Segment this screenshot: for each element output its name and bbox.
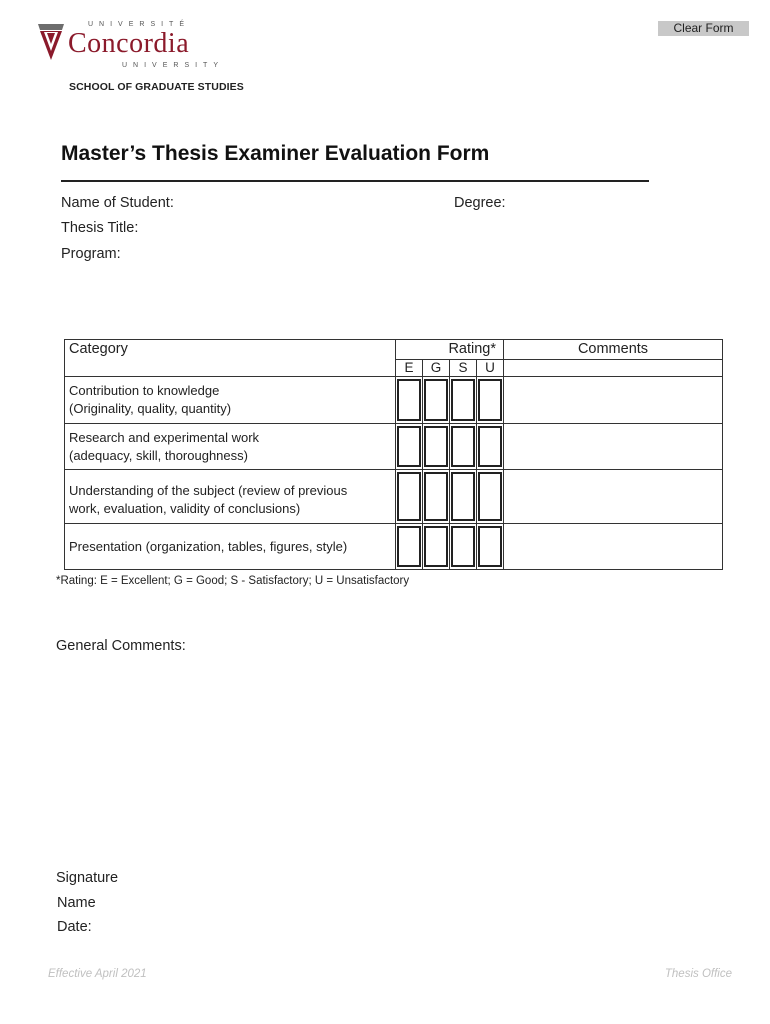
- rating-checkbox[interactable]: [424, 426, 448, 467]
- footer-effective-date: Effective April 2021: [48, 968, 147, 980]
- rating-checkbox[interactable]: [424, 379, 448, 421]
- rating-cell-s: [450, 377, 477, 424]
- category-line-2: work, evaluation, validity of conclusions): [69, 501, 301, 516]
- category-line-1: Research and experimental work: [69, 430, 260, 445]
- rating-checkbox[interactable]: [397, 426, 421, 467]
- table-row: [65, 424, 723, 470]
- rating-cell-e: [396, 524, 423, 570]
- footer-office: Thesis Office: [664, 968, 732, 980]
- rating-checkbox[interactable]: [451, 472, 475, 521]
- clear-form-button[interactable]: Clear Form: [658, 21, 749, 36]
- rating-checkbox[interactable]: [451, 426, 475, 467]
- category-line-2: (adequacy, skill, thoroughness): [69, 448, 248, 463]
- rating-cell-e: [396, 470, 423, 524]
- category-line-1: Contribution to knowledge: [69, 383, 220, 398]
- category-line-1: Understanding of the subject (review of previous: [69, 483, 348, 498]
- category-header: Category: [65, 340, 396, 377]
- rating-cell-e: [396, 377, 423, 424]
- rating-cell-u: [477, 470, 504, 524]
- rating-cell-g: [423, 470, 450, 524]
- rating-code-s: S: [450, 360, 477, 377]
- rating-footnote: *Rating: E = Excellent; G = Good; S - Satisfactory; U = Unsatisfactory: [56, 575, 410, 587]
- student-name-label: Name of Student:: [61, 195, 174, 211]
- comments-header: Comments: [504, 340, 723, 360]
- general-comments-label: General Comments:: [56, 638, 186, 654]
- date-field[interactable]: [130, 918, 434, 940]
- rating-cell-s: [450, 470, 477, 524]
- rating-cell-s: [450, 524, 477, 570]
- rating-checkbox[interactable]: [397, 472, 421, 521]
- logo-bottom-text: UNIVERSITY: [122, 62, 225, 69]
- shield-icon: [36, 20, 66, 62]
- logo-wordmark: Concordia: [68, 28, 190, 59]
- degree-label: Degree:: [454, 195, 506, 211]
- general-comments-field[interactable]: [56, 662, 720, 861]
- date-label: Date:: [57, 919, 92, 935]
- rating-checkbox[interactable]: [397, 379, 421, 421]
- category-cell: [65, 524, 396, 570]
- category-cell: [65, 424, 396, 470]
- degree-field[interactable]: [515, 193, 719, 215]
- rating-cell-g: [423, 524, 450, 570]
- rating-header: Rating*: [396, 340, 504, 360]
- rating-code-u: U: [477, 360, 504, 377]
- table-row: [65, 470, 723, 524]
- program-label: Program:: [61, 246, 121, 262]
- rating-checkbox[interactable]: [397, 526, 421, 567]
- thesis-title-label: Thesis Title:: [61, 220, 139, 236]
- category-cell: [65, 377, 396, 424]
- category-line-2: (Originality, quality, quantity): [69, 401, 232, 416]
- rating-checkbox[interactable]: [478, 379, 502, 421]
- comments-subheader: [504, 360, 723, 377]
- name-label: Name: [57, 895, 96, 911]
- thesis-title-field[interactable]: [145, 218, 719, 240]
- rating-cell-e: [396, 424, 423, 470]
- comment-cell[interactable]: [504, 524, 723, 570]
- rating-checkbox[interactable]: [478, 526, 502, 567]
- category-cell: [65, 470, 396, 524]
- rating-cell-g: [423, 424, 450, 470]
- school-name: SCHOOL OF GRADUATE STUDIES: [69, 81, 244, 93]
- title-divider: [61, 180, 649, 182]
- rating-checkbox[interactable]: [451, 526, 475, 567]
- name-field[interactable]: [130, 894, 434, 916]
- program-field[interactable]: [130, 244, 719, 266]
- student-name-field[interactable]: [185, 193, 449, 215]
- rating-code-e: E: [396, 360, 423, 377]
- rating-cell-u: [477, 424, 504, 470]
- logo-top-text: UNIVERSITÉ: [88, 21, 191, 28]
- concordia-logo: [36, 18, 225, 69]
- rating-checkbox[interactable]: [424, 472, 448, 521]
- rating-checkbox[interactable]: [451, 379, 475, 421]
- table-row: [65, 524, 723, 570]
- evaluation-table: [64, 339, 723, 570]
- comment-cell[interactable]: [504, 377, 723, 424]
- comment-cell[interactable]: [504, 470, 723, 524]
- form-title: Master’s Thesis Examiner Evaluation Form: [61, 142, 490, 165]
- rating-code-g: G: [423, 360, 450, 377]
- table-header-row: [65, 340, 723, 360]
- table-row: [65, 377, 723, 424]
- rating-cell-g: [423, 377, 450, 424]
- rating-checkbox[interactable]: [478, 426, 502, 467]
- rating-cell-u: [477, 377, 504, 424]
- rating-checkbox[interactable]: [478, 472, 502, 521]
- rating-checkbox[interactable]: [424, 526, 448, 567]
- comment-cell[interactable]: [504, 424, 723, 470]
- category-line-1: Presentation (organization, tables, figures, style): [69, 539, 348, 554]
- rating-cell-u: [477, 524, 504, 570]
- rating-cell-s: [450, 424, 477, 470]
- signature-label: Signature: [56, 870, 119, 886]
